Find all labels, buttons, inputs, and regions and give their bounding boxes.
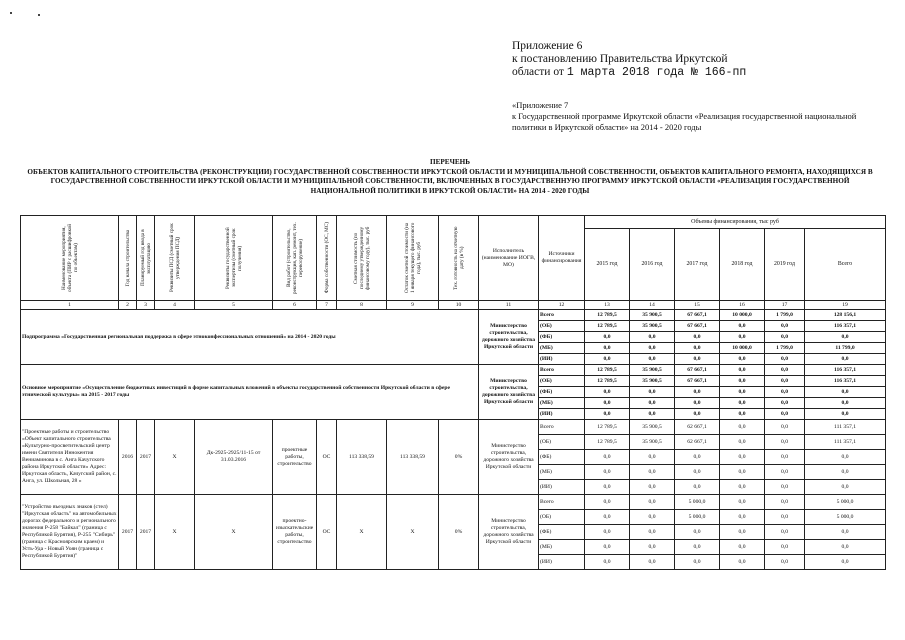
col-header-remaining-cost: Остаток сметной стоимости (на 1 января текущего финансового года), тыс. руб	[387, 216, 439, 301]
year-value: 67 667,1	[675, 321, 720, 332]
scan-speck	[38, 14, 40, 16]
year-value: 0,0	[675, 540, 720, 555]
year-value: 0,0	[630, 450, 675, 465]
object-section-2	[21, 495, 886, 570]
funding-source: (ОБ)	[539, 510, 585, 525]
ownership: ОС	[317, 495, 337, 570]
executor: Министерство строительства, дорожного хозяйства Иркутской области	[479, 365, 539, 420]
appendix-6-line3	[512, 66, 746, 79]
title-text: ОБЪЕКТОВ КАПИТАЛЬНОГО СТРОИТЕЛЬСТВА (РЕКОНСТРУКЦИИ) ГОСУДАРСТВЕННОЙ СОБСТВЕННОСТИ ИРКУТСКОЙ ОБЛАСТИ И МУНИЦИПАЛЬНОЙ СОБСТВЕННОСТИ, ОБЪЕКТОВ КАПИТАЛЬНОГО РЕМОНТА, НАХОДЯЩИХСЯ В ГОСУДАРСТВЕННОЙ СОБСТВЕННОСТИ ИРКУТСКОЙ ОБЛАСТИ И МУНИЦИПАЛЬНОЙ СОБСТВЕННОСТИ, ВКЛЮЧЕННЫХ В ГОСУДАРСТВЕННУЮ ПРОГРАММУ ИРКУТСКОЙ ОБЛАСТИ «РЕАЛИЗАЦИЯ ГОСУДАРСТВЕННОЙ НАЦИОНАЛЬНОЙ ПОЛИТИКИ В ИРКУТСКОЙ ОБЛАСТИ» НА 2014 - 2020 ГОДЫ	[27, 167, 873, 195]
year-value: 0,0	[720, 510, 765, 525]
psd-details: X	[155, 495, 195, 570]
column-number: 4	[155, 301, 195, 310]
year-value: 0,0	[675, 354, 720, 365]
col-header-year: 2017 год	[675, 229, 720, 301]
year-value: 62 667,1	[675, 435, 720, 450]
funding-source: (МБ)	[539, 540, 585, 555]
year-value: 0,0	[675, 465, 720, 480]
column-number: 10	[439, 301, 479, 310]
year-value: 0,0	[765, 398, 805, 409]
year-value: 0,0	[765, 420, 805, 435]
column-number: 7	[317, 301, 337, 310]
column-number: 11	[479, 301, 539, 310]
year-value: 0,0	[765, 409, 805, 420]
col-header-year: 2016 год	[630, 229, 675, 301]
total-value: 0,0	[805, 525, 886, 540]
col-header-year: 2019 год	[765, 229, 805, 301]
appendix-7-line1: «Приложение 7	[512, 100, 569, 110]
year-value: 0,0	[675, 480, 720, 495]
total-value: 111 357,1	[805, 420, 886, 435]
document-title	[20, 158, 880, 196]
col-header-financing: Объемы финансирования, тыс руб	[585, 216, 886, 229]
col-header-source: Источники финансирования	[539, 216, 585, 301]
year-value: 0,0	[585, 409, 630, 420]
column-number: 13	[585, 301, 630, 310]
start-year: 2017	[119, 495, 137, 570]
column-number: 17	[765, 301, 805, 310]
total-value: 5 000,0	[805, 495, 886, 510]
object-name: "Проектные работы и строительство «Объект капитального строительства «Культурно-просветительский центр имени Святителя Иннокентия Вениаминова в с. Анга Качугского района Иркутской области» Адрес: Иркутская область, Качугский район, с. Анга, ул. Школьная, 28 »	[21, 420, 119, 495]
estimated-cost: 113 338,59	[337, 420, 387, 495]
year-value: 0,0	[765, 480, 805, 495]
funding-source: (МБ)	[539, 465, 585, 480]
year-value: 0,0	[630, 332, 675, 343]
year-value: 0,0	[720, 365, 765, 376]
year-value: 0,0	[720, 420, 765, 435]
column-number: 19	[805, 301, 886, 310]
objects-table	[20, 215, 886, 570]
column-number: 5	[195, 301, 273, 310]
year-value: 35 900,5	[630, 376, 675, 387]
psd-details: X	[155, 420, 195, 495]
year-value: 12 789,5	[585, 321, 630, 332]
column-number: 9	[387, 301, 439, 310]
year-value: 67 667,1	[675, 365, 720, 376]
year-value: 35 900,5	[630, 365, 675, 376]
year-value: 0,0	[585, 343, 630, 354]
funding-source: (ИИ)	[539, 409, 585, 420]
year-value: 0,0	[720, 332, 765, 343]
section-name: Основное мероприятие «Осуществление бюджетных инвестиций в форме капитальных вложений в объекты государственной собственности Иркутской области в сфере этнической культуры» на 2015 - 2017 годы	[21, 365, 479, 420]
year-value: 0,0	[585, 450, 630, 465]
year-value: 12 789,5	[585, 435, 630, 450]
expertise-details: Дк-2925-2925/11-15 от 31.03.2016	[195, 420, 273, 495]
funding-source: (ОБ)	[539, 435, 585, 450]
funding-source: (ФБ)	[539, 332, 585, 343]
remaining-cost: 113 338,59	[387, 420, 439, 495]
executor: Министерство строительства, дорожного хозяйства Иркутской области	[479, 495, 539, 570]
year-value: 10 000,0	[720, 310, 765, 321]
year-value: 0,0	[765, 540, 805, 555]
year-value: 0,0	[765, 354, 805, 365]
year-value: 0,0	[630, 343, 675, 354]
year-value: 0,0	[585, 525, 630, 540]
year-value: 0,0	[630, 540, 675, 555]
total-value: 5 000,0	[805, 510, 886, 525]
year-value: 0,0	[765, 510, 805, 525]
total-value: 0,0	[805, 354, 886, 365]
total-value: 111 357,1	[805, 435, 886, 450]
work-type: проектно-изыскательские работы, строительство	[273, 495, 317, 570]
year-value: 0,0	[765, 525, 805, 540]
year-value: 0,0	[720, 387, 765, 398]
year-value: 12 789,5	[585, 420, 630, 435]
funding-source: (МБ)	[539, 343, 585, 354]
year-value: 0,0	[585, 354, 630, 365]
ownership: ОС	[317, 420, 337, 495]
year-value: 0,0	[630, 480, 675, 495]
readiness: 0%	[439, 420, 479, 495]
funding-source: Всего	[539, 310, 585, 321]
start-year: 2016	[119, 420, 137, 495]
total-value: 116 357,1	[805, 365, 886, 376]
year-value: 0,0	[675, 343, 720, 354]
total-value: 0,0	[805, 555, 886, 570]
executor: Министерство строительства, дорожного хозяйства Иркутской области	[479, 310, 539, 365]
col-header-end-year: Планируемый год ввода в эксплуатацию	[137, 216, 155, 301]
col-header-psd: Реквизиты ПСД (сметный срок утверждения ПСД)	[155, 216, 195, 301]
col-header-executor: Исполнитель (наименование ИОГВ, МО)	[479, 216, 539, 301]
main-activity-section	[21, 365, 886, 420]
year-value: 0,0	[765, 465, 805, 480]
year-value: 0,0	[630, 555, 675, 570]
year-value: 0,0	[765, 450, 805, 465]
expertise-details: X	[195, 495, 273, 570]
col-header-ownership: Форма собственности (ОС, МС)	[317, 216, 337, 301]
year-value: 0,0	[720, 409, 765, 420]
year-value: 35 900,5	[630, 310, 675, 321]
year-value: 0,0	[720, 354, 765, 365]
readiness: 0%	[439, 495, 479, 570]
estimated-cost: X	[337, 495, 387, 570]
table-row	[21, 420, 886, 435]
scan-speck	[10, 12, 12, 14]
year-value: 5 000,0	[675, 510, 720, 525]
year-value: 0,0	[720, 465, 765, 480]
year-value: 0,0	[720, 540, 765, 555]
object-name: "Устройство въездных знаков (стел) "Иркутская область" на автомобильных дорогах федерального и регионального значения Р-258 "Байкал" (граница с Республикой Бурятия), Р-255 "Сибирь" (граница с Красноярским краем) и Усть-Уда - Новый Уоян (граница с Республикой Бурятия)"	[21, 495, 119, 570]
total-value: 0,0	[805, 540, 886, 555]
year-value: 67 667,1	[675, 376, 720, 387]
year-value: 0,0	[720, 555, 765, 570]
col-header-readiness: Тех. готовность на отчетную дату (в %)	[439, 216, 479, 301]
total-value: 0,0	[805, 409, 886, 420]
appendix-6-line2: к постановлению Правительства Иркутской	[512, 53, 728, 65]
col-header-year: 2018 год	[720, 229, 765, 301]
total-value: 128 156,1	[805, 310, 886, 321]
year-value: 0,0	[630, 354, 675, 365]
year-value: 0,0	[585, 495, 630, 510]
column-number: 15	[675, 301, 720, 310]
year-value: 12 789,5	[585, 376, 630, 387]
year-value: 0,0	[630, 525, 675, 540]
year-value: 0,0	[675, 555, 720, 570]
year-value: 5 000,0	[675, 495, 720, 510]
subprogram-section	[21, 310, 886, 365]
funding-source: Всего	[539, 365, 585, 376]
year-value: 0,0	[585, 332, 630, 343]
work-type: проектные работы, строительство	[273, 420, 317, 495]
col-header-year: 2015 год	[585, 229, 630, 301]
year-value: 0,0	[720, 525, 765, 540]
section-name: Подпрограмма «Государственная региональная поддержка в сфере этноконфессиональных отношений» на 2014 - 2020 годы	[21, 310, 479, 365]
year-value: 0,0	[720, 480, 765, 495]
column-number: 14	[630, 301, 675, 310]
total-value: 0,0	[805, 398, 886, 409]
year-value: 10 000,0	[720, 343, 765, 354]
year-value: 0,0	[630, 387, 675, 398]
year-value: 0,0	[720, 495, 765, 510]
year-value: 12 789,5	[585, 365, 630, 376]
year-value: 0,0	[585, 540, 630, 555]
year-value: 0,0	[630, 495, 675, 510]
total-value: 0,0	[805, 465, 886, 480]
col-header-expertise: Реквизиты государственной экспертизы (сметный срок получения)	[195, 216, 273, 301]
col-header-total: Всего	[805, 229, 886, 301]
funding-source: (МБ)	[539, 398, 585, 409]
year-value: 0,0	[675, 450, 720, 465]
col-header-start-year: Год начала строительства	[119, 216, 137, 301]
year-value: 0,0	[630, 409, 675, 420]
year-value: 0,0	[720, 435, 765, 450]
appendix-6-header	[512, 40, 746, 79]
funding-source: (ИИ)	[539, 480, 585, 495]
col-header-name: Наименование мероприятия, объекта (ПИР с расшифровкой по объектам)	[21, 216, 119, 301]
year-value: 0,0	[585, 555, 630, 570]
year-value: 0,0	[765, 332, 805, 343]
title-heading: ПЕРЕЧЕНЬ	[430, 158, 470, 166]
year-value: 0,0	[765, 321, 805, 332]
funding-source: (ФБ)	[539, 525, 585, 540]
year-value: 35 900,5	[630, 321, 675, 332]
col-header-work-type: Вид работ (строительство, реконструкция, кап. ремонт, тех. перевооружение)	[273, 216, 317, 301]
year-value: 0,0	[675, 398, 720, 409]
total-value: 0,0	[805, 387, 886, 398]
year-value: 0,0	[720, 450, 765, 465]
year-value: 35 900,5	[630, 435, 675, 450]
funding-source: (ОБ)	[539, 321, 585, 332]
total-value: 116 357,1	[805, 321, 886, 332]
appendix-6-date-number: 1 марта 2018 года № 166-пп	[566, 66, 747, 79]
appendix-6-line3-prefix: области от	[512, 66, 567, 78]
year-value: 0,0	[630, 465, 675, 480]
executor: Министерство строительства, дорожного хозяйства Иркутской области	[479, 420, 539, 495]
year-value: 0,0	[765, 365, 805, 376]
funding-source: Всего	[539, 420, 585, 435]
end-year: 2017	[137, 495, 155, 570]
table-row	[21, 310, 886, 321]
funding-source: Всего	[539, 495, 585, 510]
year-value: 0,0	[765, 495, 805, 510]
total-value: 0,0	[805, 480, 886, 495]
year-value: 0,0	[585, 510, 630, 525]
remaining-cost: X	[387, 495, 439, 570]
appendix-6-line1: Приложение 6	[512, 40, 583, 52]
appendix-7-header	[512, 100, 882, 133]
table-row	[21, 495, 886, 510]
year-value: 0,0	[675, 525, 720, 540]
year-value: 67 667,1	[675, 310, 720, 321]
year-value: 0,0	[585, 387, 630, 398]
column-number: 8	[337, 301, 387, 310]
year-value: 0,0	[765, 435, 805, 450]
object-section-1	[21, 420, 886, 495]
funding-source: (ФБ)	[539, 450, 585, 465]
column-number: 1	[21, 301, 119, 310]
col-header-estimated-cost: Сметная стоимость (по последнему утвержденному финансовому году), тыс. руб	[337, 216, 387, 301]
column-number: 12	[539, 301, 585, 310]
year-value: 0,0	[675, 409, 720, 420]
funding-source: (ИИ)	[539, 354, 585, 365]
column-number: 6	[273, 301, 317, 310]
year-value: 0,0	[720, 376, 765, 387]
year-value: 0,0	[720, 398, 765, 409]
year-value: 0,0	[765, 376, 805, 387]
column-numbers-row	[21, 301, 886, 310]
year-value: 0,0	[675, 332, 720, 343]
year-value: 1 799,0	[765, 343, 805, 354]
year-value: 12 789,5	[585, 310, 630, 321]
column-number: 3	[137, 301, 155, 310]
year-value: 0,0	[675, 387, 720, 398]
total-value: 11 799,0	[805, 343, 886, 354]
end-year: 2017	[137, 420, 155, 495]
funding-source: (ОБ)	[539, 376, 585, 387]
year-value: 0,0	[720, 321, 765, 332]
table-row	[21, 365, 886, 376]
appendix-7-line2: к Государственной программе Иркутской области «Реализация государственной национальной политики в Иркутской области» на 2014 - 2020 годы	[512, 111, 857, 132]
year-value: 0,0	[765, 555, 805, 570]
total-value: 0,0	[805, 332, 886, 343]
column-number: 2	[119, 301, 137, 310]
year-value: 0,0	[585, 480, 630, 495]
funding-source: (ИИ)	[539, 555, 585, 570]
year-value: 1 799,0	[765, 310, 805, 321]
total-value: 0,0	[805, 450, 886, 465]
column-number: 16	[720, 301, 765, 310]
year-value: 62 667,1	[675, 420, 720, 435]
year-value: 0,0	[585, 398, 630, 409]
year-value: 0,0	[630, 510, 675, 525]
funding-source: (ФБ)	[539, 387, 585, 398]
year-value: 0,0	[630, 398, 675, 409]
year-value: 35 900,5	[630, 420, 675, 435]
year-value: 0,0	[585, 465, 630, 480]
total-value: 116 357,1	[805, 376, 886, 387]
year-value: 0,0	[765, 387, 805, 398]
